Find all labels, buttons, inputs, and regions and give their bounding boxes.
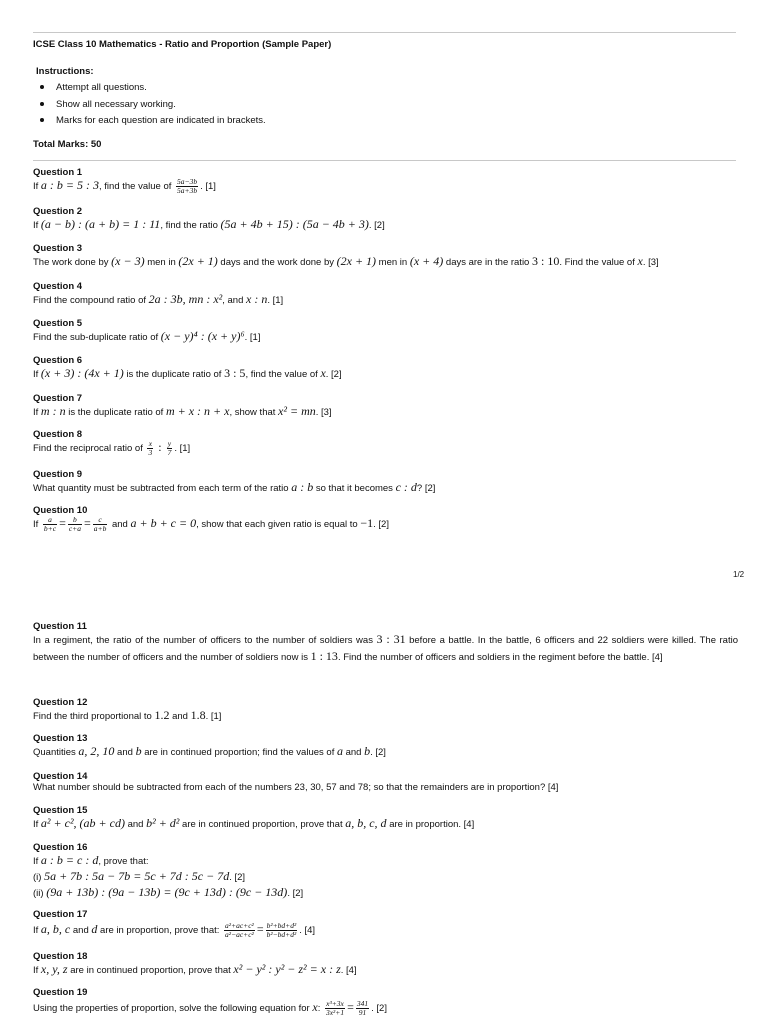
question-label: Question 16	[33, 842, 88, 853]
equals-sign: =	[59, 516, 66, 531]
numerator: x³+3x	[326, 998, 344, 1008]
marks: . [1]	[205, 711, 222, 722]
question-text	[33, 440, 738, 457]
math-expression: a : b	[291, 480, 314, 494]
question-label: Question 1	[33, 167, 83, 178]
sub-part-label: (i)	[33, 872, 45, 883]
text: days are in the ratio	[443, 257, 532, 268]
marks: are in proportion. [4]	[386, 819, 475, 830]
fraction	[147, 440, 153, 457]
text: are in continued proportion; find the values of	[141, 747, 337, 758]
marks: . [1]	[244, 332, 261, 343]
math-expression: 5a + 7b : 5a − 7b = 5c + 7d : 5c − 7d	[44, 869, 230, 883]
denominator: 7	[167, 448, 172, 457]
question-16	[33, 842, 738, 901]
math-expression: a, 2, 10	[78, 744, 115, 758]
math-expression: a² + c², (ab + cd)	[40, 816, 125, 830]
instruction-item: Show all necessary working.	[38, 99, 266, 116]
question-label: Question 18	[33, 951, 88, 962]
text: men in	[376, 257, 410, 268]
instruction-item: Attempt all questions.	[38, 82, 266, 99]
text: are in proportion, prove that:	[97, 925, 223, 936]
text: . Find the value of	[559, 257, 638, 268]
math-expression: a, b, c, d	[345, 816, 387, 830]
text: are in continued proportion, prove that	[67, 965, 234, 976]
marks: . [4]	[340, 965, 357, 976]
fraction	[224, 922, 255, 939]
question-5	[33, 318, 738, 345]
question-label: Question 11	[33, 621, 87, 632]
question-4	[33, 281, 738, 308]
denominator: 91	[358, 1007, 367, 1017]
fraction	[266, 922, 298, 939]
question-text	[33, 744, 738, 760]
question-text	[33, 516, 738, 533]
question-15	[33, 805, 738, 832]
numerator: x	[148, 439, 153, 448]
math-expression: (a − b) : (a + b) = 1 : 11	[40, 217, 161, 231]
text: If	[33, 925, 41, 936]
text: so that it becomes	[313, 483, 396, 494]
denominator: 3x²+1	[325, 1007, 345, 1017]
text: and	[124, 819, 147, 830]
text: days and the work done by	[217, 257, 337, 268]
text: If	[33, 407, 41, 418]
numerator: b	[68, 516, 82, 525]
numerator: 341	[356, 998, 369, 1008]
question-label: Question 14	[33, 771, 88, 782]
question-text	[33, 329, 738, 345]
text: If	[33, 965, 41, 976]
math-expression: (2x + 1)	[178, 254, 218, 268]
math-expression: x	[637, 254, 643, 268]
math-expression: 1.2	[154, 708, 170, 722]
math-expression: a : b = c : d	[40, 853, 99, 867]
marks: . [2]	[325, 369, 342, 380]
question-text	[33, 816, 738, 832]
question-7	[33, 393, 738, 420]
equals-sign: =	[347, 1000, 354, 1014]
math-expression: x	[312, 1000, 318, 1014]
question-19	[33, 987, 738, 1018]
question-label: Question 2	[33, 206, 83, 217]
math-expression: b	[364, 744, 371, 758]
text: If	[33, 220, 41, 231]
total-marks: Total Marks: 50	[33, 139, 102, 150]
fraction	[325, 1000, 345, 1017]
numerator: a²+ac+c²	[225, 920, 254, 930]
sub-part-i	[33, 869, 738, 885]
text: Using the properties of proportion, solve the following equation for	[33, 1003, 313, 1014]
question-text	[33, 292, 738, 308]
question-stem	[33, 853, 738, 869]
text: , show that	[229, 407, 279, 418]
instructions-list	[38, 82, 266, 132]
question-text	[33, 708, 738, 724]
question-3	[33, 243, 738, 270]
text: , find the ratio	[160, 220, 221, 231]
text: In a regiment, the ratio of the number of officers to the number of soldiers was	[33, 635, 377, 646]
math-expression: a	[336, 744, 343, 758]
question-1	[33, 167, 738, 195]
question-label: Question 5	[33, 318, 83, 329]
fraction	[167, 440, 173, 457]
question-18	[33, 951, 738, 978]
text: Find the compound ratio of	[33, 295, 149, 306]
numerator: c	[93, 516, 108, 525]
fraction	[68, 516, 82, 533]
math-expression: (x + 4)	[409, 254, 444, 268]
math-expression: 1.8	[190, 708, 206, 722]
text: , and	[222, 295, 247, 306]
text: and	[70, 925, 92, 936]
question-label: Question 4	[33, 281, 83, 292]
math-expression: 2a : 3b, mn : x²	[148, 292, 223, 306]
top-divider	[33, 32, 736, 33]
denominator: c+a	[68, 524, 81, 533]
math-expression: a + b + c = 0	[130, 516, 197, 531]
instructions-heading: Instructions:	[36, 66, 94, 77]
numerator: y	[167, 439, 172, 448]
question-label: Question 10	[33, 505, 88, 516]
question-text	[33, 366, 738, 382]
math-expression: (9a + 13b) : (9a − 13b) = (9c + 13d) : (9c − 13d)	[46, 885, 288, 899]
text: . Find the number of officers and soldiers in the regiment before the battle. [4]	[337, 651, 663, 663]
math-expression: b² + d²	[146, 816, 180, 830]
denominator: b+c	[43, 524, 57, 533]
math-expression: (x − 3)	[111, 254, 145, 268]
marks: . [4]	[299, 925, 316, 936]
page-number: 1/2	[733, 570, 745, 579]
text: and	[342, 747, 365, 758]
question-text	[33, 404, 738, 420]
question-text	[33, 920, 738, 940]
instructions-divider	[33, 160, 736, 161]
question-10	[33, 505, 738, 533]
marks: . [2]	[371, 1003, 387, 1014]
text: and	[169, 711, 191, 722]
question-8	[33, 429, 738, 457]
sub-part-label: (ii)	[33, 888, 47, 899]
math-expression: −1	[360, 516, 374, 531]
text: is the duplicate ratio of	[123, 369, 225, 380]
math-expression: a : b = 5 : 3	[40, 178, 100, 193]
text: Quantities	[33, 747, 79, 758]
numerator: a	[43, 516, 57, 525]
math-expression: b	[135, 744, 142, 758]
math-expression: (5a + 4b + 15) : (5a − 4b + 3)	[220, 217, 369, 231]
text: , show that each given ratio is equal to	[196, 519, 361, 531]
marks: . [2]	[287, 888, 304, 899]
text: are in continued proportion, prove that	[179, 819, 346, 830]
text: is the duplicate ratio of	[65, 407, 166, 418]
marks: . [1]	[267, 295, 284, 306]
text: men in	[144, 257, 179, 268]
text: If	[33, 369, 41, 380]
math-expression: 3 : 5	[224, 366, 246, 380]
question-text	[33, 254, 738, 270]
document-title: ICSE Class 10 Mathematics - Ratio and Proportion (Sample Paper)	[33, 39, 332, 50]
question-17	[33, 909, 738, 940]
text: Find the sub-duplicate ratio of	[33, 332, 161, 343]
text: If	[33, 519, 41, 531]
marks: . [2]	[373, 519, 389, 531]
question-13	[33, 733, 738, 760]
math-expression: d	[91, 922, 98, 936]
fraction	[93, 516, 108, 533]
text: , prove that:	[98, 856, 149, 867]
question-2	[33, 206, 738, 233]
marks: ? [2]	[416, 483, 436, 494]
question-text: What number should be subtracted from each of the numbers 23, 30, 57 and 78; so that the remainders are in proportion? [4]	[33, 782, 559, 793]
math-expression: x : n	[246, 292, 268, 306]
math-expression: m + x : n + x	[165, 404, 230, 418]
text: The work done by	[33, 257, 112, 268]
denominator: a+b	[93, 524, 107, 533]
marks: . [1]	[200, 181, 216, 193]
text: :	[317, 1003, 323, 1014]
sub-part-ii	[33, 885, 738, 901]
text: What quantity must be subtracted from each term of the ratio	[33, 483, 292, 494]
question-label: Question 6	[33, 355, 83, 366]
text: and	[114, 747, 136, 758]
text: before a battle. In the battle, 6 officers and 22 soldiers were killed. The ratio between the number of officers and the number of soldiers now is	[33, 635, 739, 663]
math-expression: m : n	[40, 404, 66, 418]
math-expression: x, y, z	[40, 962, 68, 976]
math-expression: x	[320, 366, 326, 380]
math-expression: (2x + 1)	[336, 254, 377, 268]
text: , find the value of	[99, 181, 175, 193]
equals-sign: =	[256, 922, 264, 936]
marks: . [2]	[368, 220, 385, 231]
question-text	[33, 998, 738, 1018]
question-6	[33, 355, 738, 382]
math-expression: 3 : 31	[376, 632, 406, 646]
numerator: 5a−3b	[177, 177, 198, 186]
question-9	[33, 469, 738, 496]
question-text	[33, 853, 738, 901]
math-expression: x² − y² : y² − z² = x : z	[233, 962, 341, 976]
denominator: b²−bd+d²	[266, 929, 297, 939]
question-14	[33, 771, 738, 793]
text: If	[33, 181, 41, 193]
question-label: Question 13	[33, 733, 88, 744]
denominator: 3	[148, 448, 153, 457]
question-11	[33, 621, 738, 665]
denominator: a²−ac+c²	[225, 929, 254, 939]
marks: . [1]	[174, 443, 191, 455]
denominator: 5a+3b	[177, 186, 198, 195]
math-expression: 3 : 10	[531, 254, 560, 268]
math-expression: (x + 3) : (4x + 1)	[40, 366, 124, 380]
text: If	[33, 856, 41, 867]
text: and	[109, 519, 131, 531]
question-text	[33, 962, 738, 978]
fraction	[356, 1000, 369, 1017]
math-expression: a, b, c	[40, 922, 71, 936]
text: Find the third proportional to	[33, 711, 155, 722]
question-label: Question 15	[33, 805, 88, 816]
question-label: Question 7	[33, 393, 83, 404]
question-label: Question 9	[33, 469, 83, 480]
marks: . [3]	[642, 257, 659, 268]
question-text	[33, 480, 738, 496]
question-text	[33, 178, 738, 195]
marks: . [2]	[370, 747, 386, 758]
question-text	[33, 217, 738, 233]
text: Find the reciprocal ratio of	[33, 443, 146, 455]
math-expression: (x − y)⁴ : (x + y)⁶	[160, 329, 245, 343]
fraction	[176, 178, 198, 195]
ratio-sign: :	[155, 440, 165, 455]
instruction-item: Marks for each question are indicated in brackets.	[38, 115, 266, 132]
numerator: b²+bd+d²	[266, 920, 297, 930]
question-12	[33, 697, 738, 724]
equals-sign: =	[83, 516, 91, 531]
math-expression: x² = mn	[278, 404, 316, 418]
question-label: Question 12	[33, 697, 88, 708]
math-expression: 1 : 13	[310, 648, 338, 663]
question-label: Question 3	[33, 243, 83, 254]
question-label: Question 8	[33, 429, 83, 440]
text: , find the value of	[245, 369, 321, 380]
question-label: Question 17	[33, 909, 88, 920]
math-expression: c : d	[395, 480, 417, 494]
text: If	[33, 819, 41, 830]
fraction	[43, 516, 57, 533]
marks: . [2]	[229, 872, 246, 883]
question-text	[33, 632, 738, 665]
question-label: Question 19	[33, 987, 88, 998]
marks: . [3]	[315, 407, 332, 418]
